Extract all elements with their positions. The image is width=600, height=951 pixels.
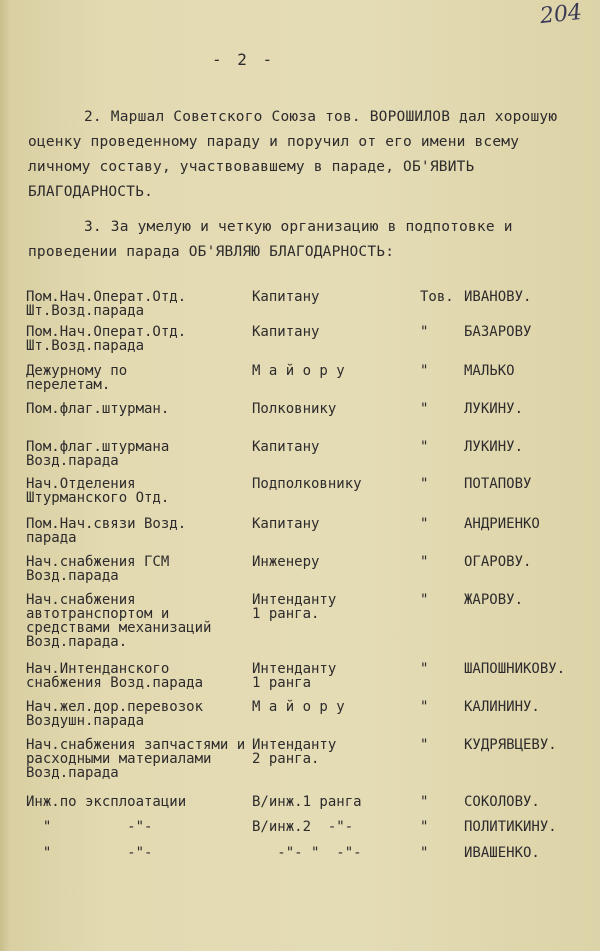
position-cell: Нач.Интенданского снабжения Возд.парада — [26, 661, 204, 691]
rank-cell: Полковнику — [252, 401, 337, 417]
position-cell: Нач.жел.дор.перевозок Воздушн.парада — [26, 699, 204, 729]
position-cell: Нач.снабжения автотранспортом и средствами механизаций Возд.парада. — [26, 592, 212, 650]
rank-cell: М а й о р у — [252, 363, 345, 379]
name-cell: БАЗАРОВУ — [464, 324, 532, 340]
page-number: - 2 - — [212, 50, 276, 69]
name-cell: ЖАРОВУ. — [464, 592, 524, 608]
name-cell: МАЛЬКО — [464, 363, 515, 379]
position-cell: Пом.Нач.связи Возд. парада — [26, 516, 187, 546]
tov-cell: " — [420, 324, 429, 340]
rank-cell: Интенданту 1 ранга — [252, 661, 337, 691]
rank-cell: Капитану — [252, 324, 320, 340]
position-cell: Пом.флаг.штурмана Возд.парада — [26, 439, 170, 469]
tov-cell: " — [420, 819, 429, 835]
position-cell: Пом.Нач.Операт.Отд. Шт.Возд.парада — [26, 324, 187, 354]
position-cell: Нач.снабжения ГСМ Возд.парада — [26, 554, 170, 584]
paragraph-3: 3. За умелую и четкую организацию в подпотовке и проведении парада ОБ'ЯВЛЯЮ БЛАГОДАРНОСТЬ: — [28, 219, 513, 260]
rank-cell: Капитану — [252, 516, 320, 532]
rank-cell: Подполковнику — [252, 476, 362, 492]
archive-page-number: 204 — [538, 0, 584, 30]
tov-cell: " — [420, 401, 429, 417]
name-cell: ЛУКИНУ. — [464, 401, 524, 417]
rank-cell: В/инж.1 ранга — [252, 794, 362, 810]
name-cell: ИВАНОВУ. — [464, 289, 532, 305]
tov-cell: " — [420, 592, 429, 608]
name-cell: СОКОЛОВУ. — [464, 794, 540, 810]
tov-cell: " — [420, 554, 429, 570]
name-cell: ОГАРОВУ. — [464, 554, 532, 570]
rank-cell: Капитану — [252, 439, 320, 455]
rank-cell: Интенданту 1 ранга. — [252, 592, 337, 622]
tov-cell: Тов. — [420, 289, 454, 305]
position-cell: " -"- — [26, 845, 153, 861]
rank-cell: Инженеру — [252, 554, 320, 570]
name-cell: ПОЛИТИКИНУ. — [464, 819, 557, 835]
tov-cell: " — [420, 699, 429, 715]
tov-cell: " — [420, 476, 429, 492]
name-cell: ЛУКИНУ. — [464, 439, 524, 455]
rank-cell: Капитану — [252, 289, 320, 305]
position-cell: " -"- — [26, 819, 153, 835]
position-cell: Пом.Нач.Операт.Отд. Шт.Возд.парада — [26, 289, 187, 319]
name-cell: КУДРЯВЦЕВУ. — [464, 737, 557, 753]
rank-cell: Интенданту 2 ранга. — [252, 737, 337, 767]
rank-cell: В/инж.2 -"- — [252, 819, 354, 835]
tov-cell: " — [420, 439, 429, 455]
rank-cell: М а й о р у — [252, 699, 345, 715]
tov-cell: " — [420, 737, 429, 753]
rank-cell: -"- " -"- — [252, 845, 362, 861]
tov-cell: " — [420, 516, 429, 532]
position-cell: Инж.по эксплоатации — [26, 794, 187, 810]
name-cell: ПОТАПОВУ — [464, 476, 532, 492]
tov-cell: " — [420, 363, 429, 379]
name-cell: ИВАШЕНКО. — [464, 845, 540, 861]
position-cell: Нач.снабжения запчастями и расходными материалами Возд.парада — [26, 737, 246, 781]
paragraph-2: 2. Маршал Советского Союза тов. ВОРОШИЛОВ дал хорошую оценку проведенному параду и поручил от его имени всему личному составу, участвовавшему в параде, ОБ'ЯВИТЬ БЛАГОДАРНОСТЬ. — [28, 109, 558, 200]
name-cell: ШАПОШНИКОВУ. — [464, 661, 566, 677]
position-cell: Дежурному по перелетам. — [26, 363, 128, 393]
name-cell: КАЛИНИНУ. — [464, 699, 540, 715]
name-cell: АНДРИЕНКО — [464, 516, 540, 532]
position-cell: Пом.флаг.штурман. — [26, 401, 170, 417]
tov-cell: " — [420, 845, 429, 861]
tov-cell: " — [420, 794, 429, 810]
tov-cell: " — [420, 661, 429, 677]
position-cell: Нач.Отделения Штурманского Отд. — [26, 476, 170, 506]
